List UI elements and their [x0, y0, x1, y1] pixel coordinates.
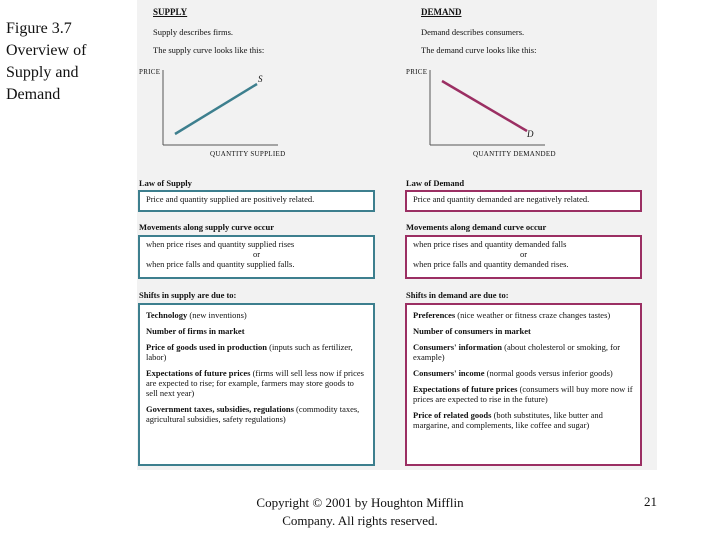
- demand-quantity-axis-label: QUANTITY DEMANDED: [473, 150, 556, 158]
- supply-shift-item: Government taxes, subsidies, regulations (commodity taxes, agricultural subsidies, safety regulations): [146, 404, 360, 424]
- law-of-demand-text: Price and quantity demanded are negatively related.: [413, 194, 590, 204]
- page-number: 21: [644, 494, 657, 509]
- supply-movements-box: [138, 235, 375, 279]
- supply-movements-line1: when price rises and quantity supplied rises: [146, 239, 295, 249]
- supply-shifts-title: Shifts in supply are due to:: [139, 290, 237, 300]
- supply-movements-line2: when price falls and quantity supplied falls.: [146, 259, 295, 269]
- supply-curve-label: S: [258, 74, 263, 84]
- supply-quantity-axis-label: QUANTITY SUPPLIED: [210, 150, 286, 158]
- law-of-demand-title: Law of Demand: [406, 178, 465, 188]
- supply-shift-item: Technology (new inventions): [146, 310, 247, 320]
- demand-price-axis-label: PRICE: [406, 68, 428, 76]
- demand-shift-item: Consumers' income (normal goods versus inferior goods): [413, 368, 613, 378]
- demand-describes: Demand describes consumers.: [421, 27, 525, 37]
- demand-movements-box: [405, 235, 642, 279]
- demand-shift-item: Expectations of future prices (consumers will buy more now if prices are expected to rise in the future): [413, 384, 633, 404]
- demand-shift-item: Price of related goods (both substitutes, like butter and margarine, and complements, like coffee and sugar): [413, 410, 603, 430]
- demand-curve-label: D: [527, 129, 534, 139]
- supply-shift-item: Expectations of future prices (firms will sell less now if prices are expected to rise; for example, farmers may store goods to sell next year): [146, 368, 364, 398]
- figure-title: Figure 3.7 Overview of Supply and Demand: [6, 20, 87, 103]
- copyright-footer: Copyright © 2001 by Houghton Mifflin Company. All rights reserved.: [256, 495, 464, 528]
- supply-describes: Supply describes firms.: [153, 27, 234, 37]
- supply-heading: SUPPLY: [153, 7, 188, 17]
- law-of-demand-box: [405, 190, 642, 212]
- demand-curve-line: [442, 81, 527, 131]
- demand-shift-item: Consumers' information (about cholesterol or smoking, for example): [413, 342, 621, 362]
- demand-shifts-title: Shifts in demand are due to:: [406, 290, 509, 300]
- demand-shift-item: Preferences (nice weather or fitness craze changes tastes): [413, 310, 611, 320]
- demand-movements-or: or: [519, 249, 528, 259]
- law-of-supply-text: Price and quantity supplied are positively related.: [146, 194, 315, 204]
- supply-curve-line: [175, 84, 257, 134]
- demand-shifts-box: [405, 303, 642, 466]
- law-of-supply-box: [138, 190, 375, 212]
- supply-shift-item: Price of goods used in production (inputs such as fertilizer, labor): [146, 342, 353, 362]
- law-of-supply-title: Law of Supply: [139, 178, 192, 188]
- supply-price-axis-label: PRICE: [139, 68, 161, 76]
- demand-movements-line2: when price falls and quantity demanded rises.: [413, 259, 569, 269]
- supply-shift-item: Number of firms in market: [146, 326, 245, 336]
- supply-shifts-box: [138, 303, 375, 466]
- demand-heading: DEMAND: [421, 7, 462, 17]
- supply-curve-intro: The supply curve looks like this:: [153, 45, 265, 55]
- demand-shift-item: Number of consumers in market: [413, 326, 531, 336]
- supply-movements-title: Movements along supply curve occur: [139, 222, 275, 232]
- supply-movements-or: or: [252, 249, 261, 259]
- demand-curve-intro: The demand curve looks like this:: [421, 45, 537, 55]
- demand-movements-title: Movements along demand curve occur: [406, 222, 547, 232]
- demand-movements-line1: when price rises and quantity demanded falls: [413, 239, 567, 249]
